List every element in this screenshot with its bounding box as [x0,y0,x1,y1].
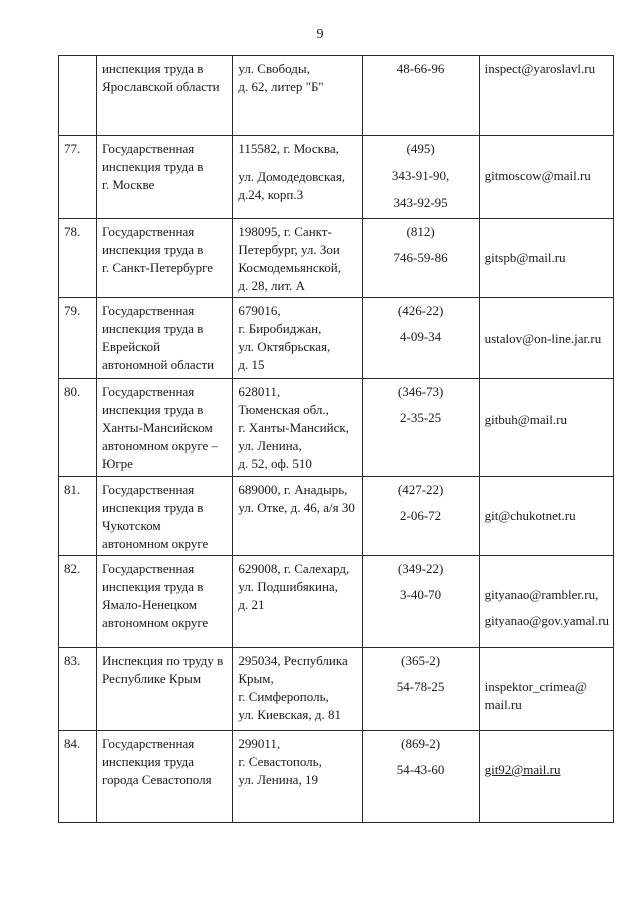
phone: (349-22) 3-40-70 [362,556,479,648]
phone: (427-22) 2-06-72 [362,477,479,556]
phone: (495) 343-91-90, 343-92-95 [362,136,479,219]
address: 198095, г. Санкт- Петербург, ул. Зои Космодемьянской, д. 28, лит. А [233,219,362,298]
table-row [59,477,614,556]
inspection-name: Государственная инспекция труда в Ханты-Мансийском автономном округе – Югре [96,379,232,477]
inspection-name: Государственная инспекция труда в г. Москве [96,136,232,219]
inspection-name: Государственная инспекция труда в Ямало-Ненецком автономном округе [96,556,232,648]
inspection-name: Инспекция по труду в Республике Крым [96,648,232,731]
table-row [59,379,614,477]
email: inspektor_crimea@ mail.ru [479,648,613,731]
address: 629008, г. Салехард, ул. Подшибякина, д. 21 [233,556,362,648]
email: inspect@yaroslavl.ru [479,56,613,136]
address: ул. Свободы, д. 62, литер "Б" [233,56,362,136]
row-number: 82. [59,556,97,648]
address: 295034, Республика Крым, г. Симферополь, ул. Киевская, д. 81 [233,648,362,731]
address: 299011, г. Севастополь, ул. Ленина, 19 [233,731,362,823]
row-number: 80. [59,379,97,477]
email-link[interactable]: git92@mail.ru [484,762,561,777]
table-row [59,56,614,136]
table-row [59,556,614,648]
email: gitspb@mail.ru [479,219,613,298]
row-number: 83. [59,648,97,731]
address: 689000, г. Анадырь, ул. Отке, д. 46, а/я 30 [233,477,362,556]
address: 115582, г. Москва, ул. Домодедовская, д.24, корп.3 [233,136,362,219]
row-number: 77. [59,136,97,219]
row-number: 78. [59,219,97,298]
phone: (346-73) 2-35-25 [362,379,479,477]
table-row [59,219,614,298]
table-row [59,731,614,823]
row-number: 84. [59,731,97,823]
email: gitbuh@mail.ru [479,379,613,477]
email [479,731,613,823]
inspection-name: Государственная инспекция труда в Еврейской автономной области [96,298,232,379]
email: gityanao@rambler.ru, gityanao@gov.yamal.ru [479,556,613,648]
address: 628011, Тюменская обл., г. Ханты-Мансийск, ул. Ленина, д. 52, оф. 510 [233,379,362,477]
table-row [59,648,614,731]
table-row [59,298,614,379]
inspection-name: инспекция труда в Ярославской области [96,56,232,136]
table-row [59,136,614,219]
email: gitmoscow@mail.ru [479,136,613,219]
inspection-name: Государственная инспекция труда в г. Санкт-Петербурге [96,219,232,298]
phone: (365-2) 54-78-25 [362,648,479,731]
email: ustalov@on-line.jar.ru [479,298,613,379]
email: git@chukotnet.ru [479,477,613,556]
row-number: 81. [59,477,97,556]
row-number: 79. [59,298,97,379]
address: 679016, г. Биробиджан, ул. Октябрьская, д. 15 [233,298,362,379]
phone: 48-66-96 [362,56,479,136]
phone: (812) 746-59-86 [362,219,479,298]
inspection-name: Государственная инспекция труда в Чукотском автономном округе [96,477,232,556]
phone: (426-22) 4-09-34 [362,298,479,379]
page-number: 9 [316,27,324,42]
inspection-name: Государственная инспекция труда города Севастополя [96,731,232,823]
row-number [59,56,97,136]
phone: (869-2) 54-43-60 [362,731,479,823]
inspections-table [58,55,614,823]
